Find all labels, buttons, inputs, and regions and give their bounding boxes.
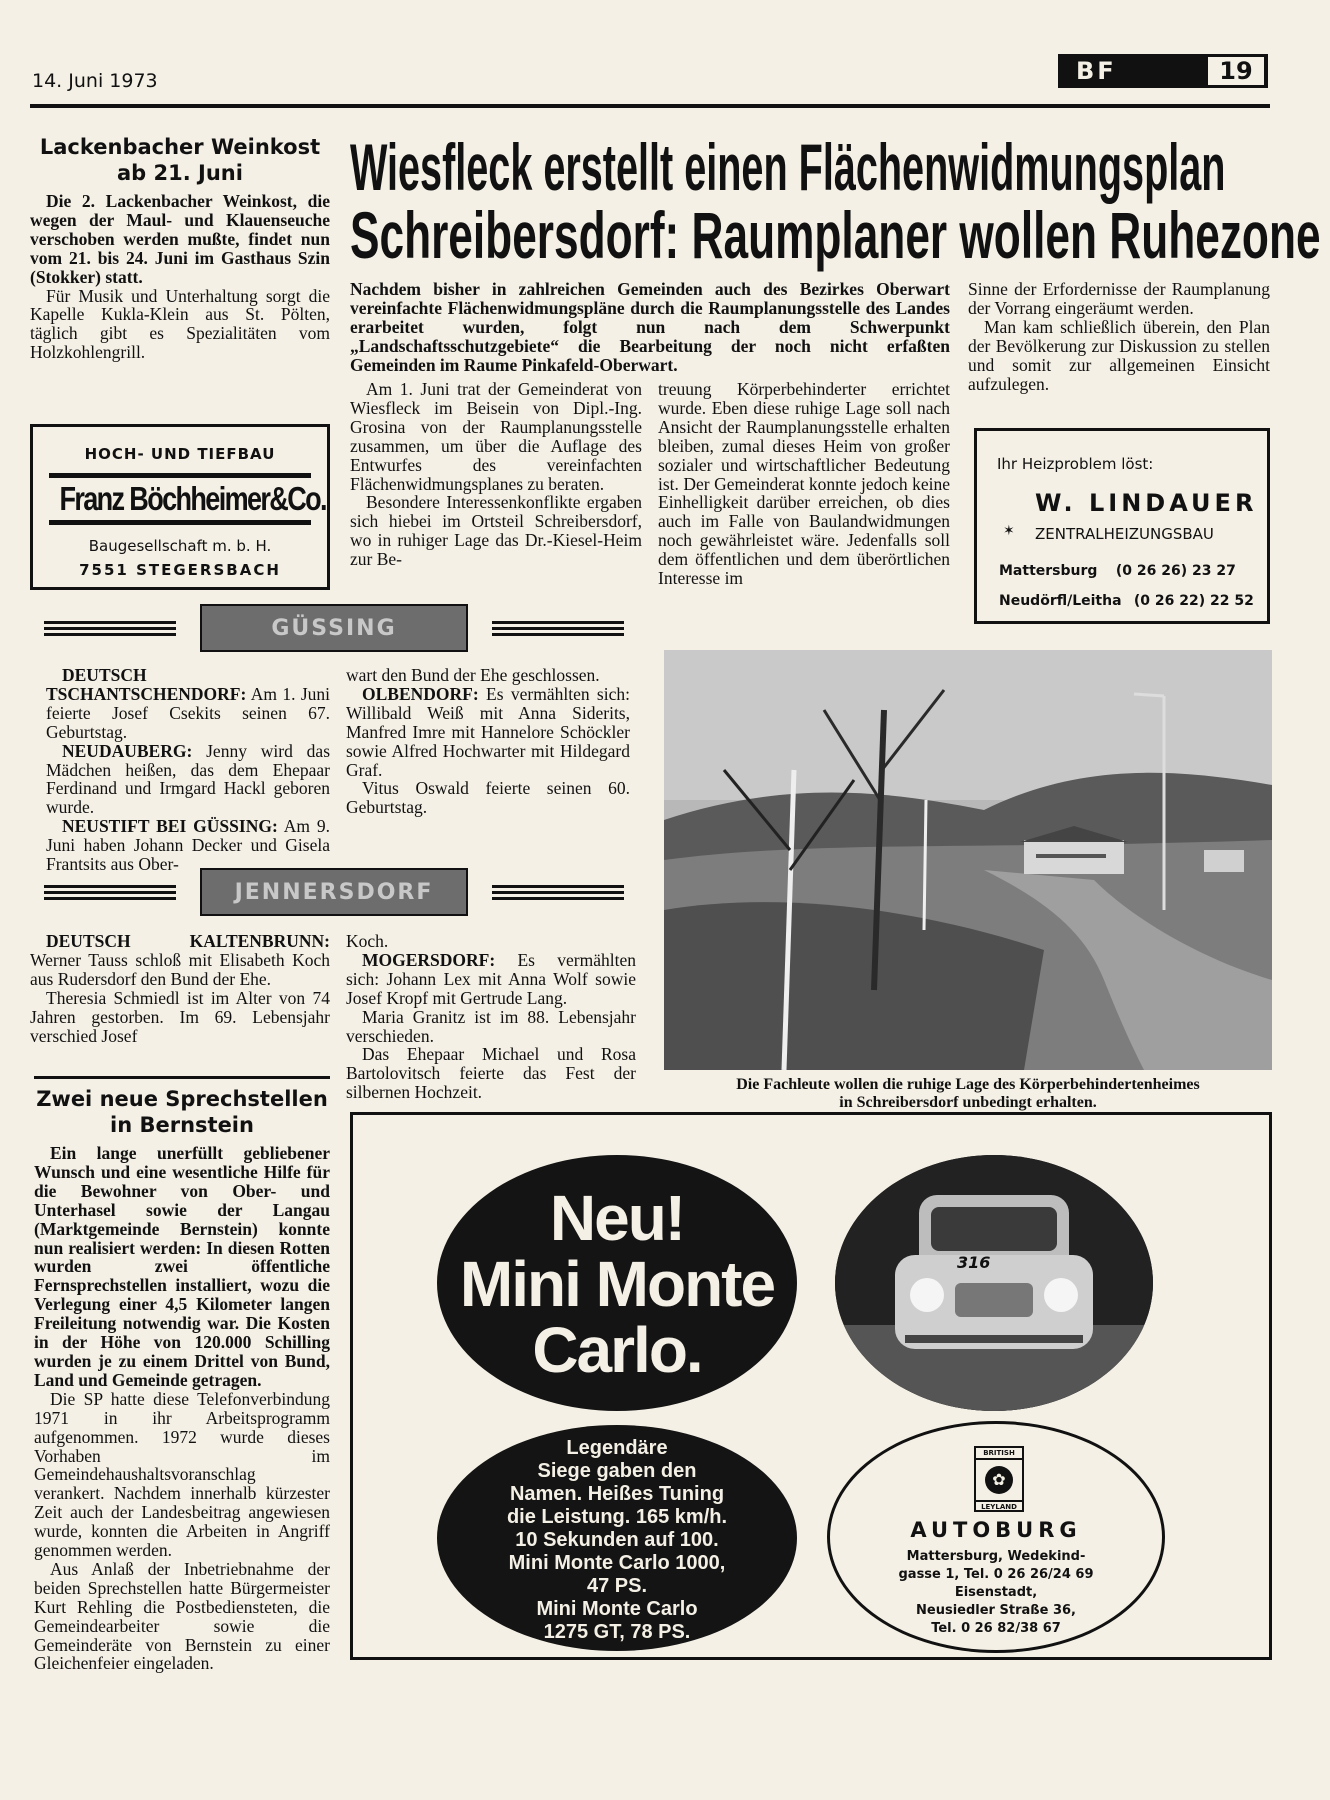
news-place: NEUSTIFT BEI GÜSSING:	[62, 816, 278, 837]
news-cont: wart den Bund der Ehe geschlossen.	[346, 665, 600, 685]
jennersdorf-banner-label: JENNERSDORF	[234, 879, 434, 905]
main-col2-text: treuung Körperbehinderter errichtet wurde. Eben diese ruhige Lage soll nach Ansicht der Raumplanungsstelle erhalten bleiben, zumal dieses Heim von großer sozialer und wirtschaftlicher Bedeutung ist. Der Gemeinderat konnte jedoch keine Einhelligkeit darüber erreichen, ob dies auch im Falle von Baulandwidmungen noch gewährleistet wäre. Jedenfalls soll dem öffentlichen und dem überörtlichen Interesse im	[658, 379, 950, 589]
logo-top: BRITISH	[976, 1448, 1022, 1460]
mini-copy-line: die Leistung. 165 km/h.	[506, 1506, 728, 1528]
lindauer-ad	[974, 428, 1270, 624]
ad-rule	[49, 520, 311, 525]
dealer-address-line: Mattersburg, Wedekind-	[906, 1549, 1086, 1564]
news-place: DEUTSCH KALTENBRUNN:	[46, 931, 330, 951]
divider-lines	[492, 618, 624, 639]
leyland-emblem-icon: ✿	[985, 1466, 1013, 1494]
dealer-address-line: Tel. 0 26 82/38 67	[931, 1621, 1061, 1636]
mini-copy-oval	[437, 1425, 797, 1651]
news-item	[30, 932, 330, 989]
jennersdorf-col-1	[30, 932, 330, 1045]
news-item: Maria Granitz ist im 88. Lebensjahr verschieden.	[346, 1006, 636, 1046]
mini-headline-2: Mini Monte	[459, 1248, 775, 1320]
news-item	[46, 817, 330, 874]
main-col1-p1: Am 1. Juni trat der Gemeinderat von Wiesfleck im Beisein von Dipl.-Ing. Grosina von der Raumplanungsstelle zusammen, um über die Auflage des Entwurfes des vereinfachten Flächenwidmungsplanes zu beraten.	[350, 379, 642, 494]
car-image	[835, 1155, 1153, 1411]
main-col-2	[658, 380, 950, 588]
weinkost-title-1: Lackenbacher Weinkost	[39, 135, 321, 159]
mini-copy-line: Mini Monte Carlo 1000,	[508, 1552, 726, 1574]
header-rule	[30, 104, 1270, 108]
boechheimer-line1: HOCH- UND TIEFBAU	[84, 445, 276, 463]
main-col1-p2: Besondere Interessenkonflikte ergaben sich hiebei im Ortsteil Schreibersdorf, wo in ruhiger Lage das Dr.-Kiesel-Heim zur Be-	[350, 492, 642, 570]
photo-caption-line1: Die Fachleute wollen die ruhige Lage des Körperbehindertenheimes	[736, 1076, 1200, 1093]
news-place: OLBENDORF:	[362, 683, 479, 704]
news-item: Das Ehepaar Michael und Rosa Bartolovitsch feierte das Fest der silbernen Hochzeit.	[346, 1044, 636, 1103]
news-text: Es vermählten sich: Willibald Weiß mit Anna Siderits, Manfred Imre mit Hannelore Schöckler sowie Alfred Hochwarter mit Hildegard Graf.	[346, 683, 630, 780]
news-text: Am 1. Juni feierte Josef Csekits seinen 67. Geburtstag.	[46, 683, 330, 742]
mini-copy-line: 1275 GT, 78 PS.	[543, 1621, 691, 1643]
dealer-address-line: Neusiedler Straße 36,	[916, 1603, 1076, 1618]
leyland-logo	[974, 1446, 1024, 1512]
weinkost-article	[30, 134, 330, 362]
news-place: NEUDAUBERG:	[62, 740, 193, 761]
mini-copy-line: 47 PS.	[586, 1575, 648, 1597]
weinkost-body: Für Musik und Unterhaltung sorgt die Kapelle Kukla-Klein aus St. Pölten, täglich gibt es Spezialitäten vom Holzkohlengrill.	[30, 285, 330, 363]
bernstein-title-1: Zwei neue Sprechstellen	[36, 1087, 328, 1111]
news-item	[346, 951, 636, 1008]
mini-copy-line: Namen. Heißes Tuning	[509, 1483, 725, 1505]
mini-car-oval	[835, 1155, 1153, 1411]
dealer-address-line: Eisenstadt,	[954, 1585, 1038, 1600]
guessing-banner	[200, 604, 468, 652]
page-number: 19	[1208, 57, 1264, 85]
bernstein-p3: Aus Anlaß der Inbetriebnahme der beiden Sprechstellen hatte Bürgermeister Kurt Rehling die Postbediensteten, die Gemeindearbeiter sowie die Gemeinderäte von Bernstein zu einer Gleichenfeier eingeladen.	[34, 1558, 330, 1674]
lindauer-loc1: Mattersburg	[999, 563, 1098, 579]
bernstein-lead: Ein lange unerfüllt gebliebener Wunsch und eine wesentliche Hilfe für die Bewohner von Ober- und Unterhasel sowie der Langau (Marktgemeinde Bernstein) konnte nun realisiert werden: In diesen Rotten wurden zwei öffentliche Fernsprechstellen installiert, wozu die Verlegung einer 4,5 Kilometer langen Freileitung notwendig war. Die Kosten in der Höhe von 120.000 Schilling wurden je zu einem Drittel von Bund, Land und Gemeinde getragen.	[34, 1143, 330, 1390]
lindauer-phone1: (0 26 26) 23 27	[1115, 563, 1236, 579]
weinkost-title-2: ab 21. Juni	[117, 161, 243, 185]
guessing-col-1	[46, 666, 330, 874]
main-lead: Nachdem bisher in zahlreichen Gemeinden auch des Bezirkes Oberwart vereinfachte Flächenwidmungspläne durch die Raumplanungsstelle des Landes erarbeitet wurden, folgt nun nach dem Schwerpunkt „Landschaftsschutzgebiete“ die Bearbeitung der noch nicht erfaßten Gemeinden im Raume Pinkafeld-Oberwart.	[350, 279, 950, 375]
main-headline-2: Schreibersdorf: Raumplaner wollen Ruhezone	[350, 198, 1321, 272]
jennersdorf-col-2	[346, 932, 636, 1102]
main-col3-p2: Man kam schließlich überein, den Plan der Bevölkerung zur Diskussion zu stellen und somit zur allgemeinen Einsicht aufzulegen.	[968, 316, 1270, 394]
divider-lines	[492, 882, 624, 903]
mini-headline-oval	[437, 1155, 797, 1411]
news-item: Theresia Schmiedl ist im Alter von 74 Jahren gestorben. Im 69. Lebensjahr verschied Josef	[30, 987, 330, 1046]
news-text: Werner Tauss schloß mit Elisabeth Koch aus Rudersdorf den Bund der Ehe.	[30, 949, 330, 989]
mini-headline-3: Carlo.	[532, 1314, 702, 1386]
mini-ad	[350, 1112, 1272, 1660]
boechheimer-line2: Baugesellschaft m. b. H.	[88, 537, 272, 555]
lindauer-trade: ZENTRALHEIZUNGSBAU	[1035, 525, 1214, 543]
section-marker	[1058, 54, 1268, 88]
main-col-3	[968, 280, 1270, 393]
jennersdorf-banner	[200, 868, 468, 916]
news-place: MOGERSDORF:	[362, 949, 496, 970]
boechheimer-name: Franz Böchheimer&Co.	[59, 480, 326, 517]
main-headline-1: Wiesfleck erstellt einen Flächenwidmungsplan	[350, 130, 1226, 204]
guessing-col-2	[346, 666, 630, 817]
news-text: Am 9. Juni haben Johann Decker und Gisela Frantsits aus Ober-	[46, 816, 330, 875]
lindauer-loc2: Neudörfl/Leitha	[999, 593, 1122, 609]
dealer-name: AUTOBURG	[910, 1518, 1082, 1542]
mini-copy-line: Mini Monte Carlo	[536, 1598, 698, 1620]
divider-lines	[44, 618, 176, 639]
main-col3-p1: Sinne der Erfordernisse der Raumplanung der Vorrang eingeräumt werden.	[968, 279, 1270, 318]
lindauer-phone2: (0 26 22) 22 52	[1133, 593, 1254, 609]
news-text: Es vermählten sich: Johann Lex mit Anna Wolf sowie Josef Kropf mit Gertrude Lang.	[346, 949, 636, 1008]
photo-caption-line2: in Schreibersdorf unbedingt erhalten.	[839, 1094, 1097, 1111]
news-cont: Koch.	[346, 931, 389, 951]
boechheimer-line3: 7551 STEGERSBACH	[79, 561, 281, 579]
news-item: Vitus Oswald feierte seinen 60. Geburtstag.	[346, 778, 630, 818]
bernstein-title-2: in Bernstein	[110, 1113, 254, 1137]
section-label: BF	[1076, 57, 1117, 85]
photo-caption	[664, 1076, 1272, 1112]
news-item	[46, 666, 330, 742]
main-col-1	[350, 380, 642, 569]
news-item	[346, 685, 630, 780]
bernstein-p2: Die SP hatte diese Telefonverbindung 1971 in ihr Arbeitsprogramm aufgenommen. 1972 wurde dieses Vorhaben im Gemeindehaushaltsvoranschlag verankert. Nachdem innerhalb kürzester Zeit auch der Landesbeitrag angewiesen wurde, konnten die Arbeiten in Angriff genommen werden.	[34, 1388, 330, 1561]
guessing-banner-label: GÜSSING	[271, 615, 397, 641]
dealer-oval	[827, 1421, 1165, 1653]
mini-copy-line: 10 Sekunden auf 100.	[515, 1529, 719, 1551]
lindauer-intro: Ihr Heizproblem löst:	[997, 455, 1154, 473]
bernstein-article	[34, 1086, 330, 1673]
divider-lines	[44, 882, 176, 903]
section-rule	[34, 1076, 330, 1079]
mini-headline-1: Neu!	[549, 1182, 685, 1254]
page-date: 14. Juni 1973	[32, 70, 158, 92]
landscape-photo-image	[664, 650, 1272, 1070]
lindauer-name: W. LINDAUER	[1035, 489, 1258, 517]
flame-icon: ✶	[1003, 523, 1015, 539]
weinkost-lead: Die 2. Lackenbacher Weinkost, die wegen der Maul- und Klauenseuche verschoben werden mußte, findet nun vom 21. bis 24. Juni im Gasthaus Szin (Stokker) statt.	[30, 191, 330, 287]
boechheimer-ad	[30, 424, 330, 590]
dealer-address-line: gasse 1, Tel. 0 26 26/24 69	[898, 1567, 1094, 1582]
ad-rule	[49, 473, 311, 478]
news-item	[46, 742, 330, 818]
news-text: Jenny wird das Mädchen heißen, das dem Ehepaar Ferdinand und Irmgard Hackl geboren wurde.	[46, 740, 330, 818]
mini-copy-line: Siege gaben den	[537, 1460, 697, 1482]
logo-bottom: LEYLAND	[976, 1500, 1022, 1512]
news-place: DEUTSCH TSCHANTSCHENDORF:	[46, 665, 247, 704]
mini-copy-line: Legendäre	[566, 1437, 668, 1459]
car-plate: 316	[957, 1253, 991, 1272]
landscape-photo	[664, 650, 1272, 1070]
